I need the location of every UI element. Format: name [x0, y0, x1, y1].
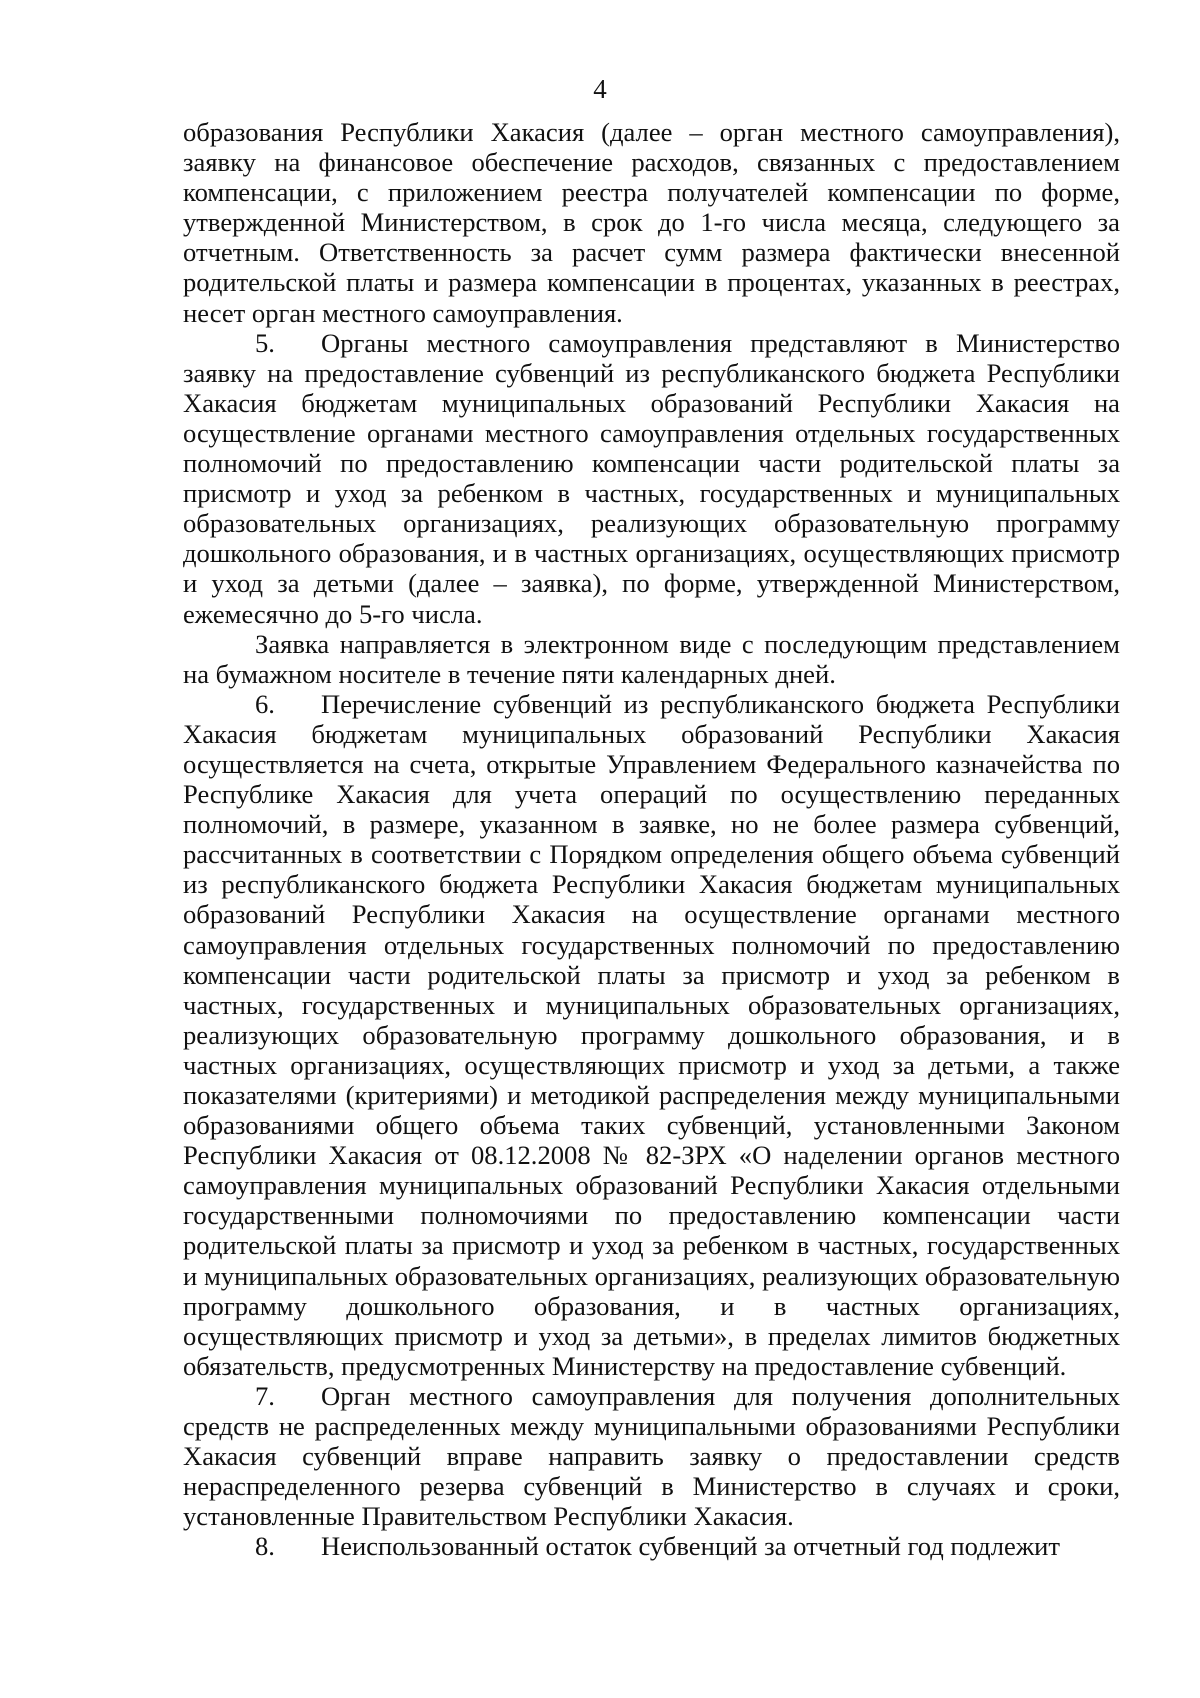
- paragraph-6-text: Перечисление субвенций из республиканского бюджета Республики Хакасия бюджетам муниципальных образований Республики Хакасия осуществляется на счета, открытые Управлением Федерального казначейства по Республике Хакасия для учета операций по осуществлению переданных полномочий, в размере, указанном в заявке, но не более размера субвенций, рассчитанных в соответствии с Порядком определения общего объема субвенций из республиканского бюджета Республики Хакасия бюджетам муниципальных образований Республики Хакасия на осуществление органами местного самоуправления отдельных государственных полномочий по предоставлению компенсации части родительской платы за присмотр и уход за ребенком в частных, государственных и муниципальных образовательных организациях, реализующих образовательную программу дошкольного образования, и в частных организациях, осуществляющих присмотр и уход за детьми, а также показателями (критериями) и методикой распределения между муниципальными образованиями общего объема таких субвенций, установленными Законом Республики Хакасия от 08.12.2008 № 82-ЗРХ «О наделении органов местного самоуправления муниципальных образований Республики Хакасия отдельными государственными полномочиями по предоставлению компенсации части родительской платы за присмотр и уход за ребенком в частных, государственных и муниципальных образовательных организациях, реализующих образовательную программу дошкольного образования, и в частных организациях, осуществляющих присмотр и уход за детьми», в пределах лимитов бюджетных обязательств, предусмотренных Министерству на предоставление субвенций.: [183, 688, 1120, 1381]
- paragraph-continuation: образования Республики Хакасия (далее – орган местного самоуправления), заявку на финансовое обеспечение расходов, связанных с предоставлением компенсации, с приложением реестра получателей компенсации по форме, утвержденной Министерством, в срок до 1-го числа месяца, следующего за отчетным. Ответственность за расчет сумм размера фактически внесенной родительской платы и размера компенсации в процентах, указанных в реестрах, несет орган местного самоуправления.: [183, 117, 1120, 328]
- paragraph-8: [183, 1531, 1120, 1561]
- paragraph-6: [183, 689, 1120, 1381]
- paragraph-7-text: Орган местного самоуправления для получения дополнительных средств не распределенных между муниципальными образованиями Республики Хакасия субвенций вправе направить заявку о предоставлении средств нераспределенного резерва субвенций в Министерство в случаях и сроки, установленные Правительством Республики Хакасия.: [183, 1380, 1120, 1532]
- paragraph-7: [183, 1381, 1120, 1531]
- page-number: 4: [593, 74, 607, 104]
- paragraph-5: [183, 328, 1120, 629]
- paragraph-5-note: Заявка направляется в электронном виде с последующим представлением на бумажном носителе в течение пяти календарных дней.: [183, 628, 1120, 689]
- paragraph-8-number: 8.: [255, 1531, 275, 1562]
- paragraph-7-number: 7.: [255, 1380, 275, 1411]
- paragraph-6-number: 6.: [255, 688, 275, 719]
- paragraph-5-number: 5.: [255, 327, 275, 358]
- paragraph-5-text: Органы местного самоуправления представляют в Министерство заявку на предоставление субвенций из республиканского бюджета Республики Хакасия бюджетам муниципальных образований Республики Хакасия на осуществление органами местного самоуправления отдельных государственных полномочий по предоставлению компенсации части родительской платы за присмотр и уход за ребенком в частных, государственных и муниципальных образовательных организациях, реализующих образовательную программу дошкольного образования, и в частных организациях, осуществляющих присмотр и уход за детьми (далее – заявка), по форме, утвержденной Министерством, ежемесячно до 5-го числа.: [183, 327, 1120, 629]
- document-body: [183, 117, 1120, 1562]
- paragraph-8-text: Неиспользованный остаток субвенций за отчетный год подлежит: [321, 1531, 1061, 1562]
